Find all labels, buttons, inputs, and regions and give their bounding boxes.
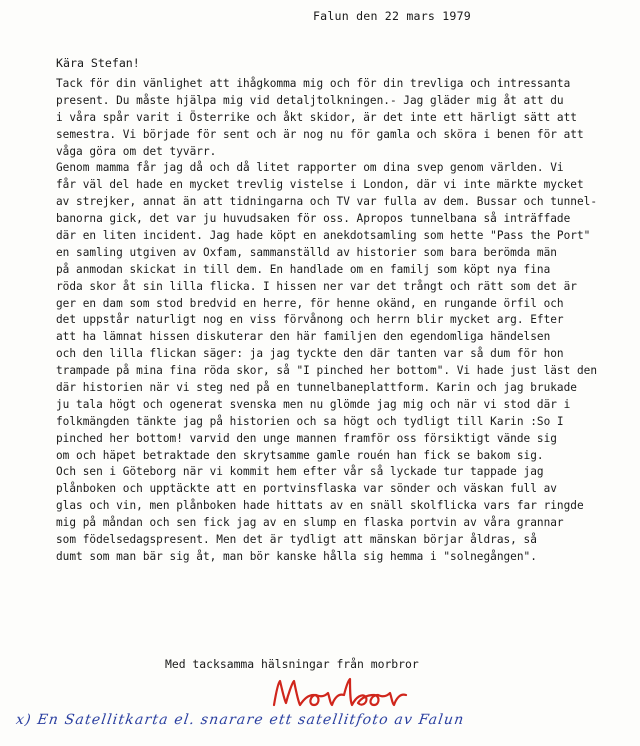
letter-line: som födelsedagspresent. Men det är tydligt att mänskan börjar åldras, så <box>56 533 537 547</box>
letter-line: där historien när vi steg ned på en tunnelbaneplattform. Karin och jag brukade <box>56 381 577 395</box>
closing-line: Med tacksamma hälsningar från morbror <box>165 657 419 671</box>
letter-line: ju tala högt och ogenerat svenska men nu glömde jag mig och när vi stod där i <box>56 397 571 411</box>
salutation: Kära Stefan! <box>56 56 140 70</box>
letter-line: mig på måndan och sen fick jag av en slump en flaska portvin av våra grannar <box>56 516 564 530</box>
handwritten-postscript <box>2 708 638 742</box>
letter-line: ger en dam som stod bredvid en herre, för henne okänd, en rungande örfil och <box>56 296 564 310</box>
letter-line: banorna gick, det var ju huvudsaken för oss. Apropos tunnelbana så inträffade <box>56 212 571 226</box>
letter-line: trampade på mina fina röda skor, så "I pinched her bottom". Vi hade just läst den <box>56 364 597 378</box>
letter-line: det uppstår naturligt nog en viss förvånong och herrn blir mycket arg. Efter <box>56 313 564 327</box>
postscript-text: x) En Satellitkarta el. snarare ett satellitfoto av Falun <box>14 712 466 728</box>
letter-line: pinched her bottom! varvid den unge mannen framför oss försiktigt vände sig <box>56 431 557 445</box>
letter-line: att ha lämnat hissen diskuterar den här familjen den egendomliga händelsen <box>56 330 551 344</box>
letter-line: röda skor åt sin lilla flicka. I hissen ner var det trångt och rätt som det är <box>56 279 577 293</box>
letter-line: Tack för din vänlighet att ihågkomma mig och för din trevliga och intressanta <box>56 77 571 90</box>
letter-line: om och häpet betraktade den skrytsamme gamle rouén han fick se bakom sig. <box>56 448 544 462</box>
letter-line: av strejker, annat än att tidningarna och TV var fulla av dem. Bussar och tunnel- <box>56 195 597 209</box>
letter-line: dumt som man bär sig åt, man bör kanske hålla sig hemma i "solnegången". <box>56 549 537 563</box>
letter-line: plånboken och upptäckte att en portvinsflaska var sönder och väskan full av <box>56 482 557 496</box>
letter-line: våga göra om det tyvärr. <box>56 144 217 158</box>
letter-line: och den lilla flickan säger: ja jag tyckte den där tanten var så dum för hon <box>56 347 564 361</box>
letter-line: en samling utgiven av Oxfam, sammanställd av historier som bara berömda män <box>56 245 557 259</box>
letter-line: i våra spår varit i Österrike och åkt skidor, är det inte ett härligt sätt att <box>56 110 577 124</box>
letter-line: får väl del hade en mycket trevlig vistelse i London, där vi inte märkte mycket <box>56 178 584 192</box>
letter-date: Falun den 22 mars 1979 <box>313 9 471 23</box>
letter-line: Genom mamma får jag då och då litet rapporter om dina svep genom världen. Vi <box>56 161 564 175</box>
letter-line: Och sen i Göteborg när vi kommit hem efter vår så lyckade tur tappade jag <box>56 465 544 479</box>
letter-line: present. Du måste hjälpa mig vid detaljtolkningen.- Jag gläder mig åt att du <box>56 93 564 107</box>
letter-line: glas och vin, men plånboken hade hittats av en snäll skolflicka vars far ringde <box>56 499 584 513</box>
letter-line: semestra. Vi började för sent och är nog nu för gamla och sköra i benen för att <box>56 127 584 141</box>
letter-line: på anmodan skickat in till dem. En handlade om en familj som köpt nya fina <box>56 262 551 276</box>
letter-line: folkmängden tänkte jag på historien och sa högt och tydligt till Karin :So I <box>56 414 564 428</box>
letter-line: där en liten incident. Jag hade köpt en anekdotsamling som hette "Pass the Port" <box>56 229 591 243</box>
letter-body <box>56 76 636 566</box>
handwritten-signature <box>270 675 410 711</box>
